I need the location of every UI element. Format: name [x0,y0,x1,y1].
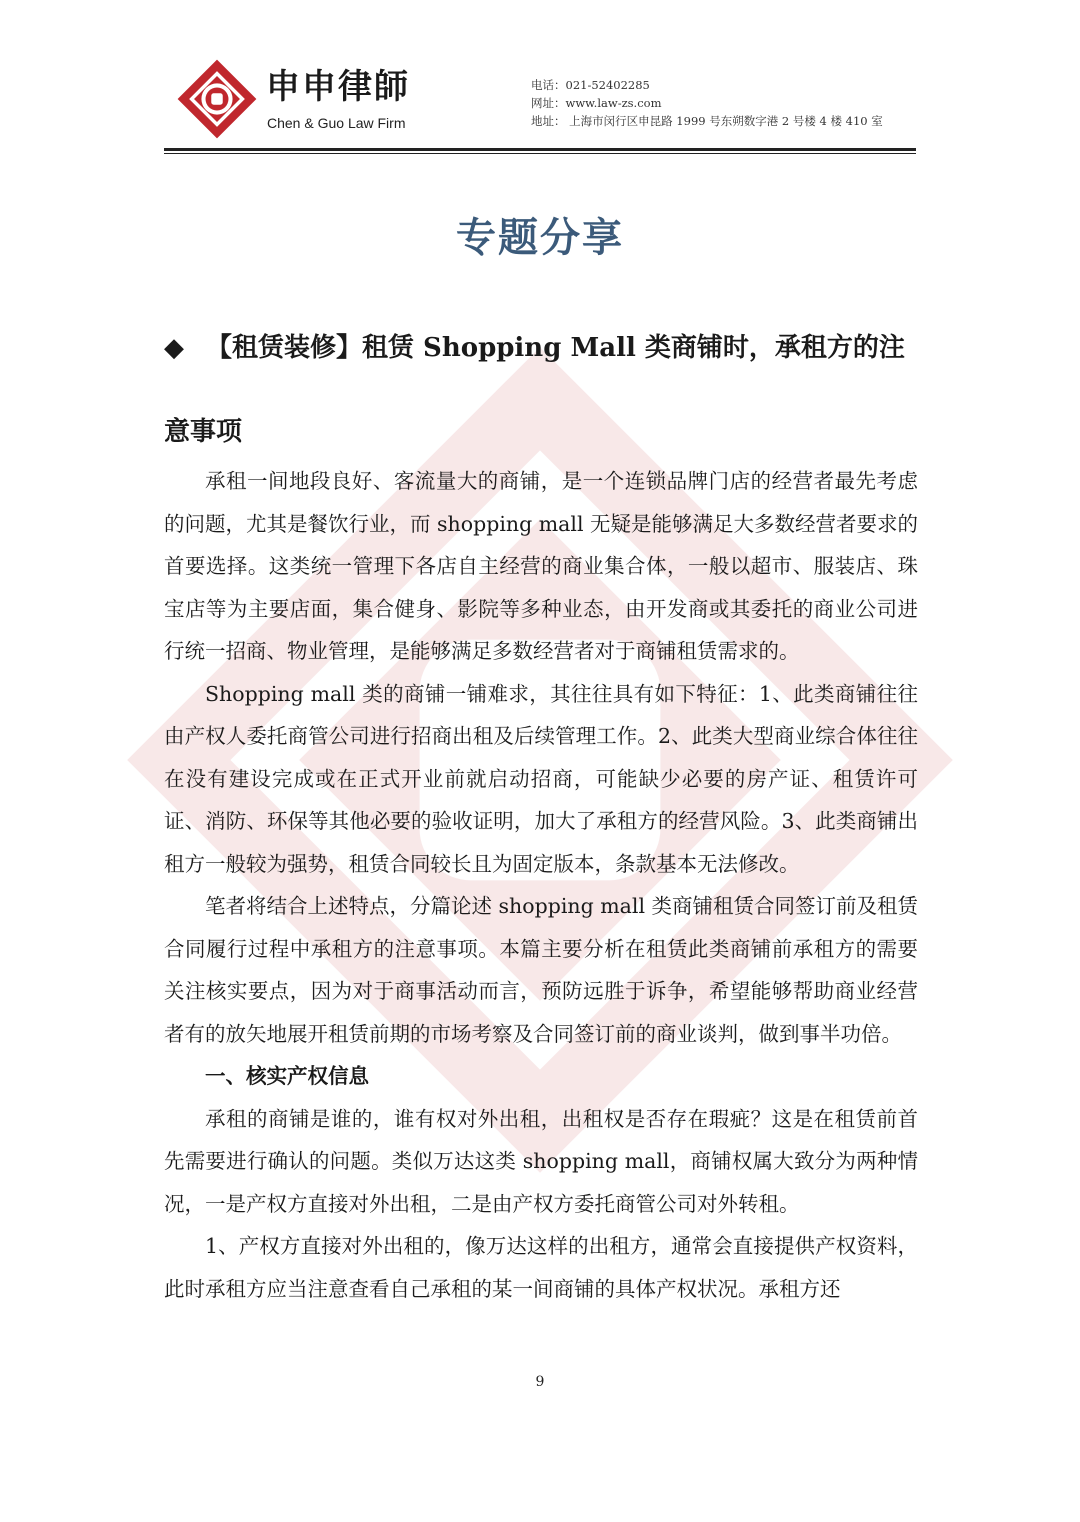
firm-name-en: Chen & Guo Law Firm [267,115,406,131]
firm-logo-icon [176,58,258,140]
article-heading-text: 【租赁装修】租赁 Shopping Mall 类商铺时，承租方的注意事项 [164,333,905,447]
header-divider [164,148,916,151]
paragraph: Shopping mall 类的商铺一铺难求，其往往具有如下特征：1、此类商铺往往由产权人委托商管公司进行招商出租及后续管理工作。2、此类大型商业综合体往往在没有建设完成或在正式开业前就启动招商，可能缺少必要的房产证、租赁许可证、消防、环保等其他必要的验收证明，加大了承租方的经营风险。3、此类商铺出租方一般较为强势，租赁合同较长且为固定版本，条款基本无法修改。 [164,681,918,876]
page-title: 专题分享 [456,214,624,261]
article-body [164,460,918,1310]
contact-info [531,76,883,130]
firm-name-cn: 申申律師 [266,67,410,107]
diamond-bullet-icon: ◆ [164,333,184,363]
phone-text: 电话：021-52402285 [531,78,650,92]
header-divider-thin [164,153,916,154]
section-heading: 一、核实产权信息 [205,1064,369,1088]
paragraph: 1、产权方直接对外出租的，像万达这样的出租方，通常会直接提供产权资料，此时承租方应当注意查看自己承租的某一间商铺的具体产权状况。承租方还 [164,1234,918,1301]
address-text: 地址： 上海市闵行区申昆路 1999 号东朔数字港 2 号楼 4 楼 410 室 [531,114,883,128]
page-number: 9 [535,1374,545,1390]
article-heading [164,306,918,474]
paragraph: 承租一间地段良好、客流量大的商铺，是一个连锁品牌门店的经营者最先考虑的问题，尤其是餐饮行业，而 shopping mall 无疑是能够满足大多数经营者要求的首要选择。这类统一管理下各店自主经营的商业集合体，一般以超市、服装店、珠宝店等为主要店面，集合健身、影院等多种业态，由开发商或其委托的商业公司进行统一招商、物业管理，是能够满足多数经营者对于商铺租赁需求的。 [164,469,919,663]
website-text: 网址：www.law-zs.com [531,96,662,110]
paragraph: 笔者将结合上述特点，分篇论述 shopping mall 类商铺租赁合同签订前及租赁合同履行过程中承租方的注意事项。本篇主要分析在租赁此类商铺前承租方的需要关注核实要点，因为对于商事活动而言，预防远胜于诉争，希望能够帮助商业经营者有的放矢地展开租赁前期的市场考察及合同签订前的商业谈判，做到事半功倍。 [164,894,919,1046]
paragraph: 承租的商铺是谁的，谁有权对外出租，出租权是否存在瑕疵？这是在租赁前首先需要进行确认的问题。类似万达这类 shopping mall，商铺权属大致分为两种情况，一是产权方直接对外出租，二是由产权方委托商管公司对外转租。 [164,1106,918,1216]
